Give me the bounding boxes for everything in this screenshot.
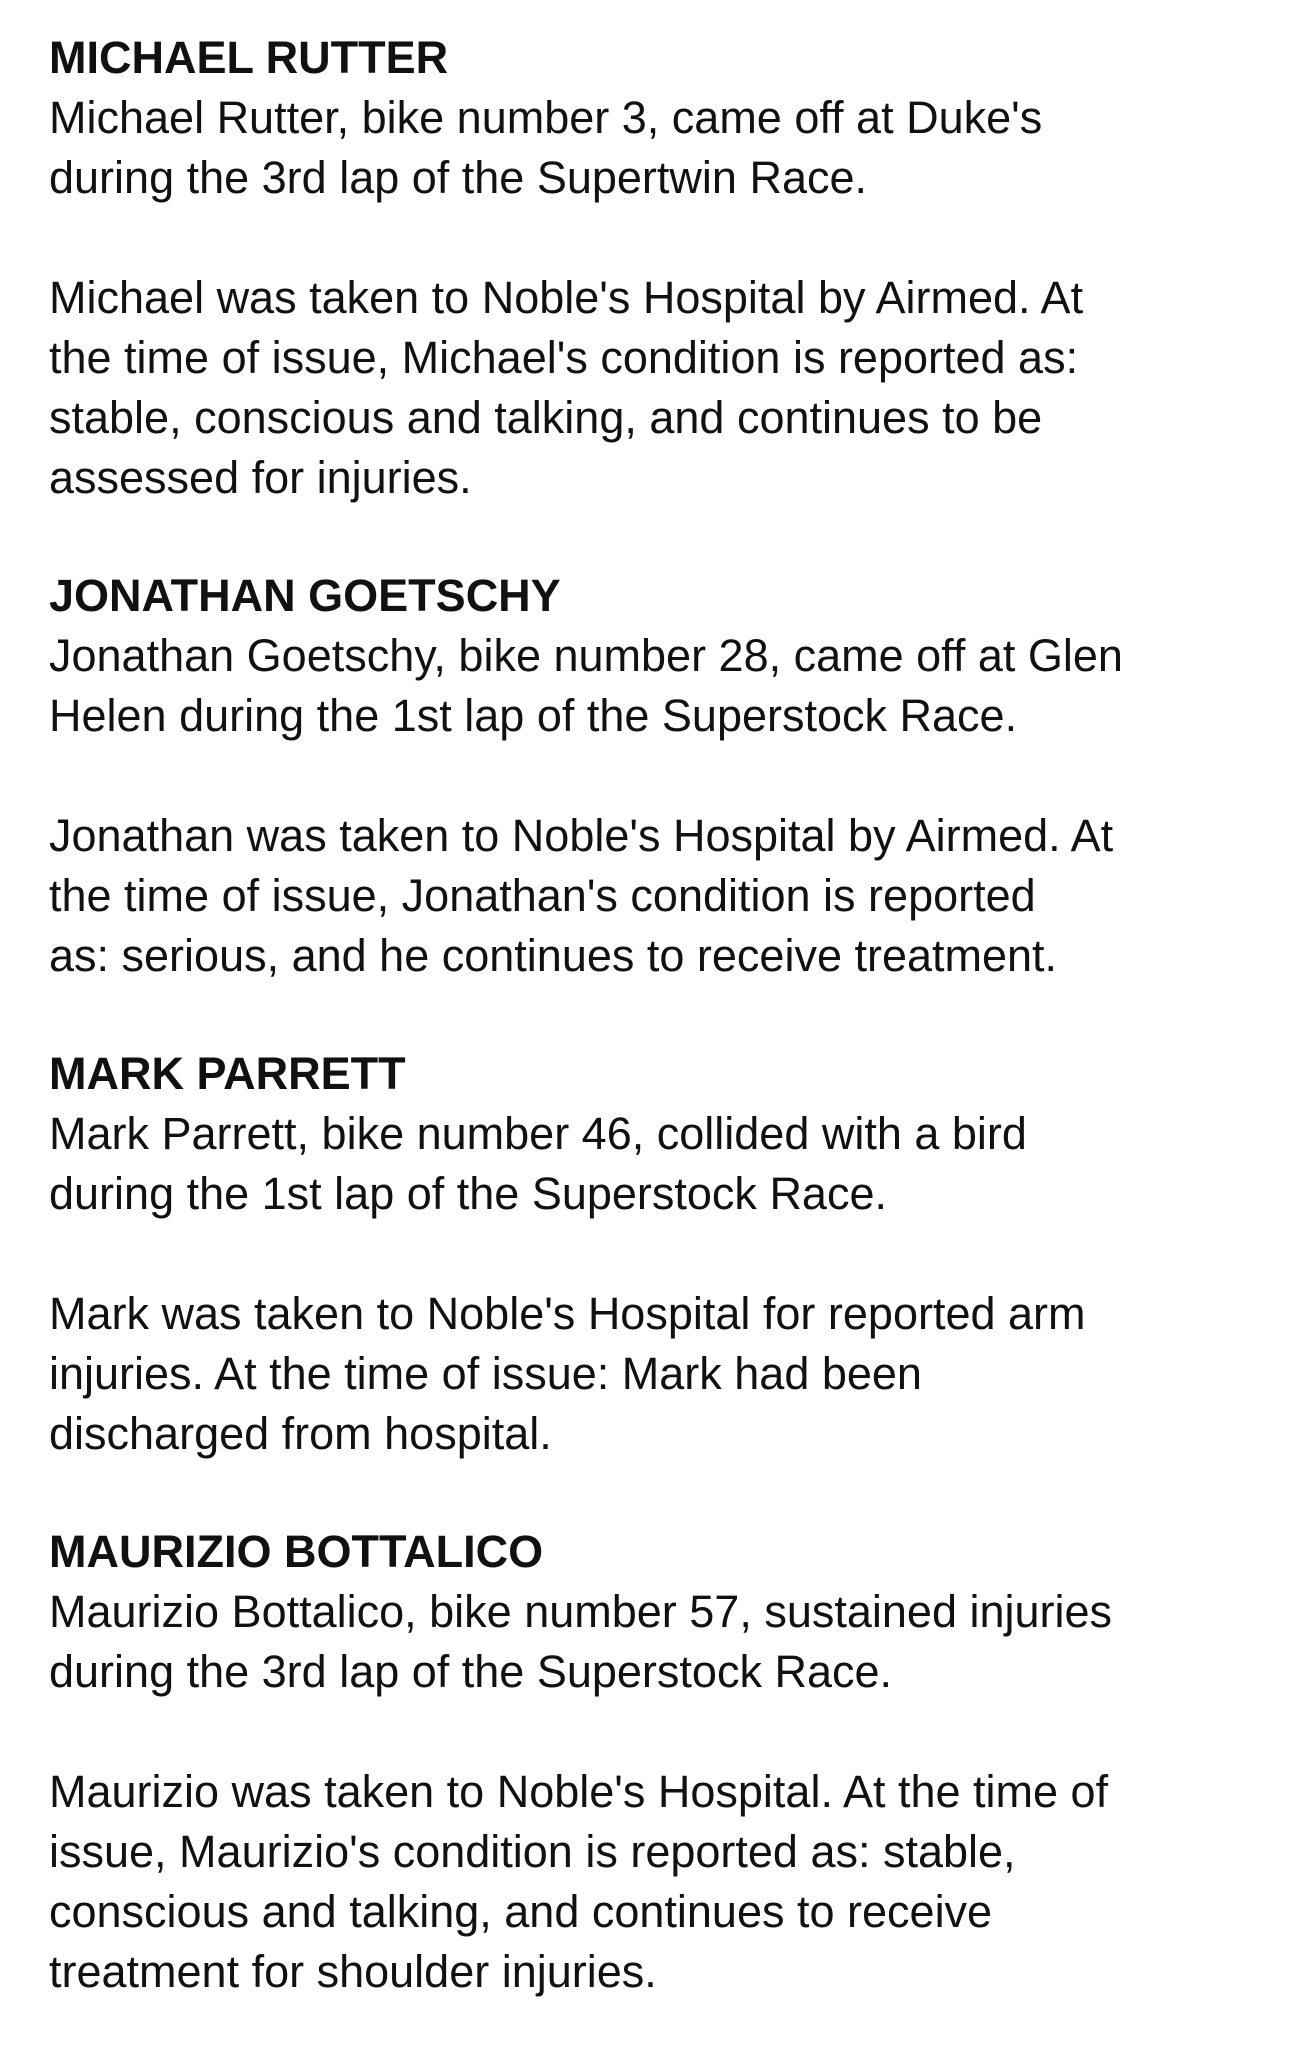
rider-section-maurizio-bottalico bbox=[49, 1522, 1264, 2002]
rider-update-document bbox=[49, 28, 1264, 2060]
incident-paragraph: Maurizio Bottalico, bike number 57, sustained injuries during the 3rd lap of the Superstock Race. bbox=[49, 1586, 1113, 1697]
status-paragraph: Maurizio was taken to Noble's Hospital. At the time of issue, Maurizio's condition is reported as: stable, conscious and talking, and continues to receive treatment for shoulder injuries. bbox=[49, 1766, 1109, 1997]
rider-name-heading: MAURIZIO BOTTALICO bbox=[49, 1526, 544, 1577]
rider-section-jonathan-goetschy bbox=[49, 566, 1264, 986]
rider-section-michael-rutter bbox=[49, 28, 1264, 508]
rider-section-mark-parrett bbox=[49, 1044, 1264, 1464]
status-paragraph: Jonathan was taken to Noble's Hospital by Airmed. At the time of issue, Jonathan's condition is reported as: serious, and he continues to receive treatment. bbox=[49, 810, 1114, 981]
incident-paragraph: Michael Rutter, bike number 3, came off at Duke's during the 3rd lap of the Supertwin Race. bbox=[49, 92, 1043, 203]
rider-name-heading: MICHAEL RUTTER bbox=[49, 32, 449, 83]
incident-paragraph: Jonathan Goetschy, bike number 28, came off at Glen Helen during the 1st lap of the Superstock Race. bbox=[49, 630, 1123, 741]
incident-paragraph: Mark Parrett, bike number 46, collided with a bird during the 1st lap of the Superstock Race. bbox=[49, 1108, 1027, 1219]
rider-name-heading: JONATHAN GOETSCHY bbox=[49, 570, 561, 621]
status-paragraph: Michael was taken to Noble's Hospital by Airmed. At the time of issue, Michael's condition is reported as: stable, conscious and talking, and continues to be assessed for injuries. bbox=[49, 272, 1084, 503]
rider-name-heading: MARK PARRETT bbox=[49, 1048, 406, 1099]
status-paragraph: Mark was taken to Noble's Hospital for reported arm injuries. At the time of issue: Mark had been discharged from hospital. bbox=[49, 1288, 1086, 1459]
